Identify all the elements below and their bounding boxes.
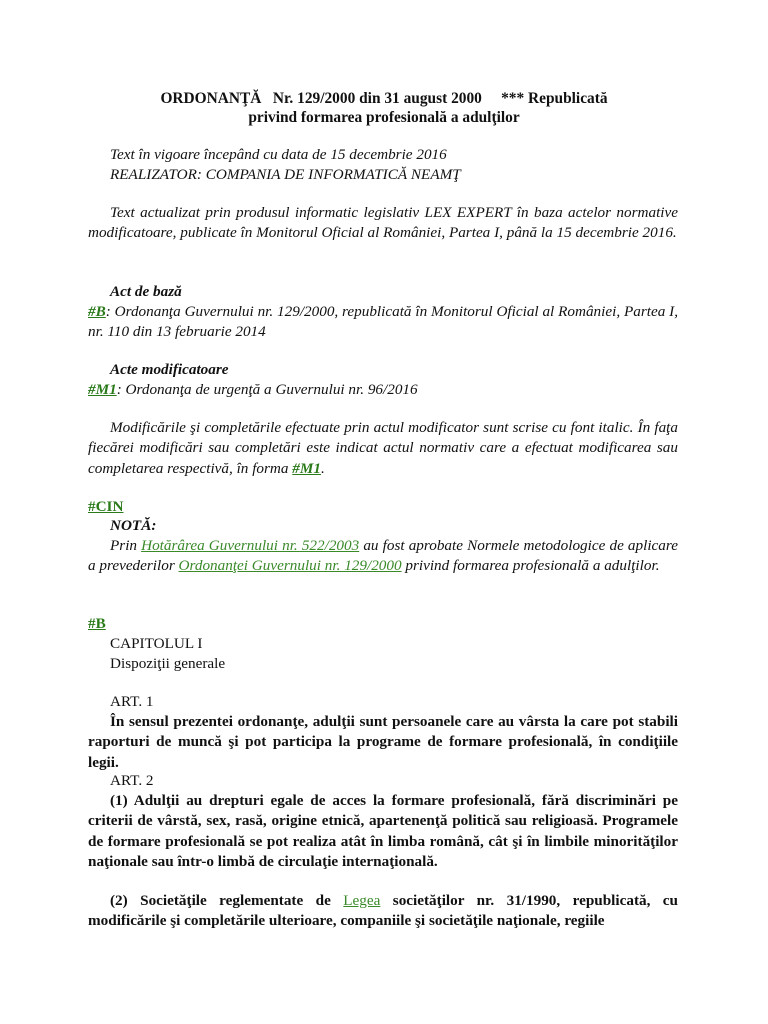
art-1-text: În sensul prezentei ordonanţe, adulţii sunt persoanele care au vârsta la care pot stabili raporturi de muncă şi pot participa la programe de formare profesională, în condiţiile legii.: [88, 713, 678, 771]
cin-prefix: Prin: [110, 537, 142, 554]
cin-note-paragraph: [88, 536, 678, 577]
producer-text: REALIZATOR: COMPANIA DE INFORMATICĂ NEAMŢ: [110, 166, 461, 183]
hg-522-2003-link[interactable]: Hotărârea Guvernului nr. 522/2003: [141, 537, 360, 554]
art-2-paragraph-1: (1) Adulţii au drepturi egale de acces la formare profesională, fără discriminări pe criterii de vârstă, sex, rasă, origine etnică, apartenenţă politică sau religioasă. Programele de formare profesională se pot realiza atât în limba română, cât şi în limbile minorităţilor naţionale sau într-o limbă de circulaţie internaţională.: [88, 792, 678, 871]
modifications-note-paragraph: [88, 418, 678, 479]
modifying-acts-heading: Acte modificatoare: [110, 361, 229, 378]
updated-text-paragraph: Text actualizat prin produsul informatic legislativ LEX EXPERT în baza actelor normative modificatoare, publicate în Monitorul Oficial al României, Partea I, până la 15 decembrie 2016.: [88, 204, 678, 242]
base-act-tag-link[interactable]: #B: [88, 303, 106, 320]
document-title: [88, 89, 680, 127]
chapter-subtitle: Dispoziţii generale: [110, 655, 226, 672]
chapter-tag-row: [88, 614, 678, 634]
modifying-acts-paragraph: [88, 380, 678, 400]
art-2-label: ART. 2: [110, 772, 154, 789]
base-act-text: : Ordonanţa Guvernului nr. 129/2000, republicată în Monitorul Oficial al României, Partea I, nr. 110 din 13 februarie 2014: [88, 303, 678, 341]
m1-tag-link[interactable]: #M1: [88, 381, 117, 398]
in-force-text: Text în vigoare începând cu data de 15 decembrie 2016: [110, 146, 447, 163]
modifying-acts-text: : Ordonanţa de urgenţă a Guvernului nr. 96/2016: [116, 381, 418, 398]
modifications-m1-link[interactable]: #M1: [292, 459, 321, 477]
base-act-paragraph: [88, 302, 678, 343]
chapter-title: CAPITOLUL I: [110, 635, 203, 652]
title-line-1: ORDONANŢĂ Nr. 129/2000 din 31 august 2000 *** Republicată: [160, 90, 608, 107]
modifications-note-end: .: [321, 459, 325, 477]
cin-section: [88, 497, 678, 517]
og-129-2000-link[interactable]: Ordonanţei Guvernului nr. 129/2000: [178, 557, 402, 575]
art-2-p2-prefix: (2) Societăţile reglementate de: [110, 892, 344, 909]
cin-note-heading: NOTĂ:: [110, 517, 157, 534]
legea-link[interactable]: Legea: [343, 892, 381, 909]
base-act-heading: Act de bază: [110, 283, 182, 300]
title-line-2: privind formarea profesională a adulţilor: [248, 109, 520, 126]
cin-tag-link[interactable]: #CIN: [88, 498, 124, 515]
producer-note: [88, 165, 678, 185]
art-2-paragraph-2: [88, 891, 678, 932]
art-1-label: ART. 1: [110, 693, 154, 710]
cin-middle: au fost aprobate Normele metodologice de aplicare a prevederilor: [88, 537, 678, 575]
chapter-b-tag-link[interactable]: #B: [88, 615, 106, 632]
in-force-note: [88, 145, 678, 165]
cin-suffix: privind formarea profesională a adulţilor.: [401, 557, 660, 575]
modifications-note-text: Modificările şi completările efectuate prin actul modificator sunt scrise cu font italic. În faţa fiecărei modificări sau completări este indicat actul normativ care a efectuat modificarea sau completarea respectivă, în forma: [88, 419, 678, 477]
art-2-p2-rest: societăţilor nr. 31/1990, republicată, cu modificările şi completările ulterioare, companiile şi societăţile naţionale, regiile: [88, 892, 678, 930]
